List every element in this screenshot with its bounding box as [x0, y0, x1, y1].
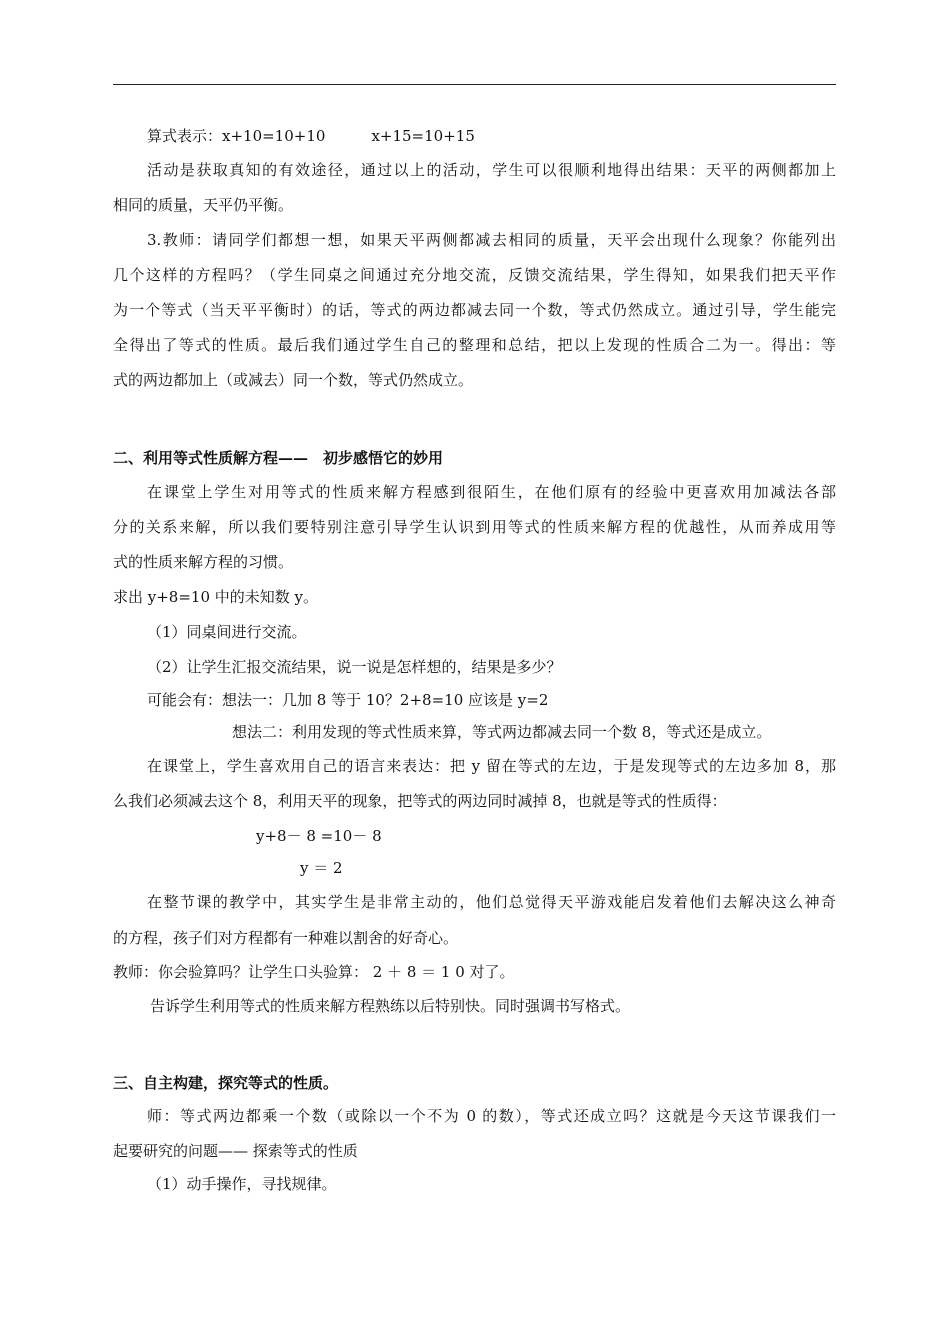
paragraph-line: 起要研究的问题—— 探索等式的性质	[113, 1142, 358, 1160]
formula-line	[113, 126, 870, 146]
paragraph-line: 3.教师：请同学们都想一想，如果天平两侧都减去相同的质量，天平会出现什么现象？你能列出	[147, 231, 836, 249]
step-line: （1）动手操作，寻找规律。	[147, 1175, 337, 1193]
idea-line: 想法二：利用发现的等式性质来算，等式两边都减去同一个数 8，等式还是成立。	[232, 723, 772, 741]
formula-1: 算式表示：x+10=10+10	[147, 127, 326, 145]
paragraph-line: 几个这样的方程吗？（学生同桌之间通过充分地交流，反馈交流结果，学生得知，如果我们把天平作	[113, 266, 836, 284]
formula-2: x+15=10+15	[371, 127, 475, 145]
step-line: （1）同桌间进行交流。	[147, 623, 307, 641]
paragraph-line: 师：等式两边都乘一个数（或除以一个不为 0 的数），等式还成立吗？这就是今天这节课我们一	[147, 1107, 836, 1125]
paragraph-line: 在课堂上学生对用等式的性质来解方程感到很陌生，在他们原有的经验中更喜欢用加减法各部	[147, 483, 836, 501]
paragraph-line: 的方程，孩子们对方程都有一种难以割舍的好奇心。	[113, 929, 459, 947]
paragraph-line: 在整节课的教学中，其实学生是非常主动的，他们总觉得天平游戏能启发着他们去解决这么神奇	[147, 893, 836, 911]
step-line: （2）让学生汇报交流结果，说一说是怎样想的，结果是多少？	[147, 658, 562, 676]
paragraph-line: 在课堂上，学生喜欢用自己的语言来表达：把 y 留在等式的左边，于是发现等式的左边多加 8，那	[147, 757, 836, 775]
equation-line: y+8－ 8 =10－ 8	[256, 827, 382, 845]
paragraph-line: 相同的质量，天平仍平衡。	[113, 196, 294, 214]
paragraph-line: 活动是获取真知的有效途径，通过以上的活动，学生可以很顺利地得出结果：天平的两侧都加上	[147, 161, 836, 179]
paragraph-line: 为一个等式（当天平平衡时）的话，等式的两边都减去同一个数，等式仍然成立。通过引导，学生能完	[113, 301, 836, 319]
paragraph-line: 么我们必须减去这个 8，利用天平的现象，把等式的两边同时减掉 8，也就是等式的性质得：	[113, 792, 727, 810]
header-rule	[113, 84, 836, 85]
check-line: 教师：你会验算吗？让学生口头验算： 2 ＋ 8 ＝ 1 0 对了。	[113, 963, 515, 981]
note-line: 告诉学生利用等式的性质来解方程熟练以后特别快。同时强调书写格式。	[150, 997, 631, 1015]
idea-line: 可能会有：想法一：几加 8 等于 10？2+8=10 应该是 y=2	[147, 691, 549, 709]
equation-line: y ＝ 2	[300, 859, 343, 877]
section-heading: 三、自主构建，探究等式的性质。	[113, 1074, 339, 1092]
paragraph-line: 全得出了等式的性质。最后我们通过学生自己的整理和总结，把以上发现的性质合二为一。得出：等	[113, 336, 836, 354]
paragraph-line: 式的两边都加上（或减去）同一个数，等式仍然成立。	[113, 371, 474, 389]
paragraph-line: 式的性质来解方程的习惯。	[113, 553, 294, 571]
paragraph-line: 分的关系来解，所以我们要特别注意引导学生认识到用等式的性质来解方程的优越性，从而养成用等	[113, 518, 836, 536]
section-heading: 二、利用等式性质解方程—— 初步感悟它的妙用	[113, 449, 444, 467]
task-line: 求出 y+8=10 中的未知数 y。	[113, 588, 319, 606]
